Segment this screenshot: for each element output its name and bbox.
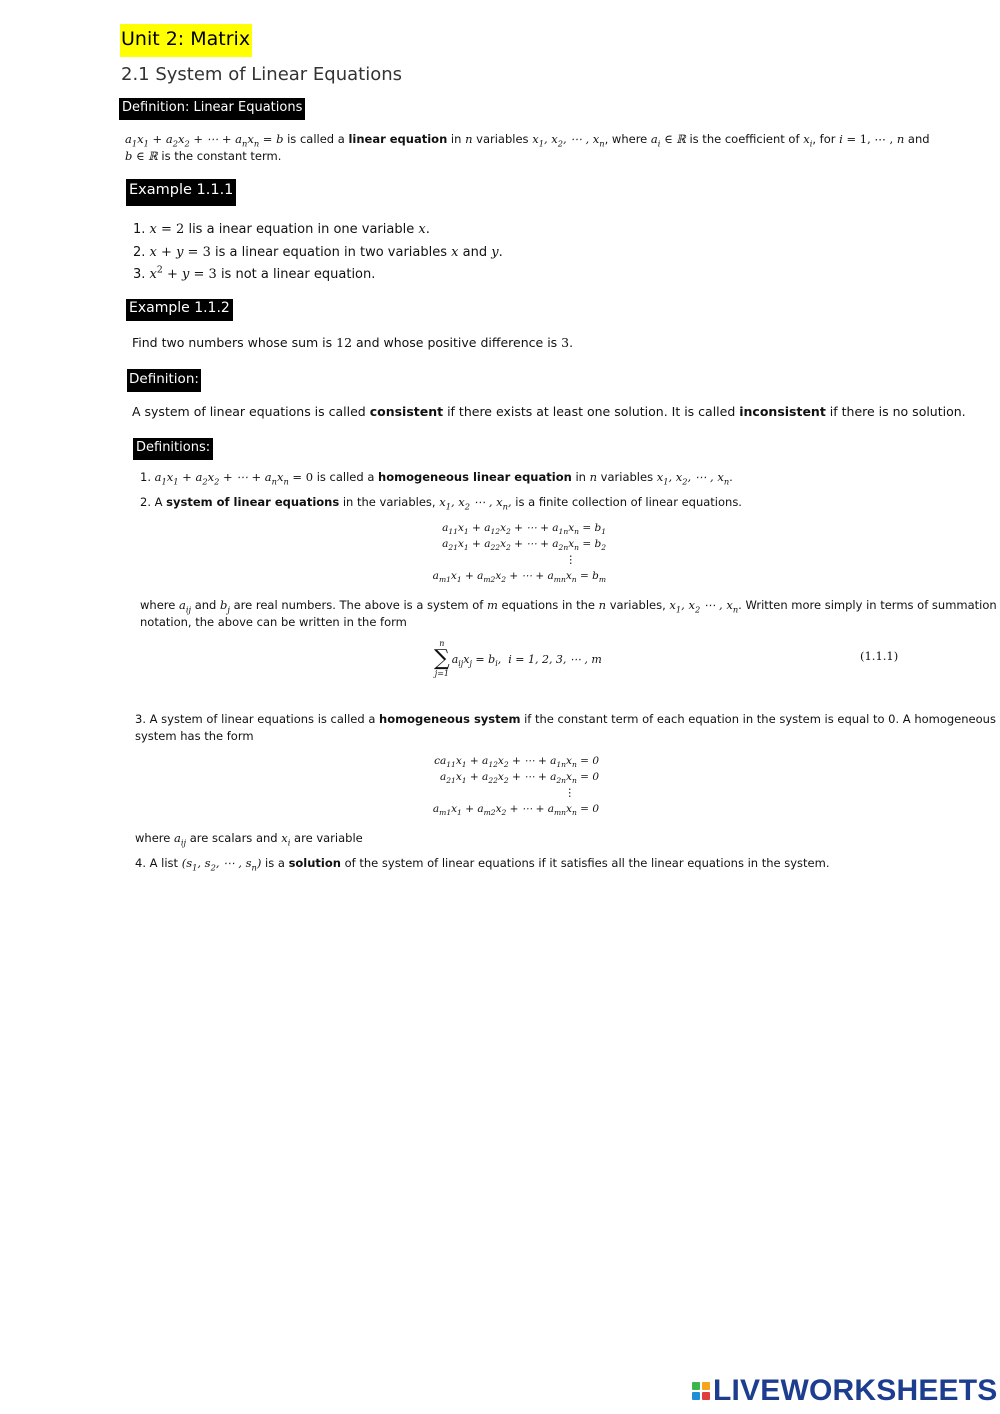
definitions-item-3-line1: 3. A system of linear equations is called a homogeneous system if the constant term of each equation in the system is equal to 0. A homogeneous: [135, 712, 996, 726]
section-title: 2.1 System of Linear Equations: [121, 64, 403, 85]
homogeneous-system-equations: $ca_{11}x_1 + a_{12}x_2$ + ⋯ + $a_{1n}x_n = 0$ $a_{21}x_1 + a_{22}x_2$ + ⋯ + $a_{2n}x_n = 0$ ⋮ $a_{m1}x_1 + a_{m2}x_2$ + ⋯ + $a_{mn}x_n = 0$: [432, 755, 599, 818]
example-1-item-2: 2. x + y = 3 is a linear equation in two variables x and y.: [133, 245, 503, 260]
example-2-label: Example 1.1.2: [126, 299, 233, 321]
def-linear-line1: $a_1x_1 + a_2x_2$ + ⋯ + $a_nx_n = b$ is called a linear equation in n variables $x_1$, $x_2$, ⋯ , $x_n$, where $a_i$ ∈ ℝ is the coefficient of $x_i$, for i = 1, ⋯ , n and: [125, 132, 930, 149]
definitions-label: Definitions:: [133, 438, 213, 460]
example-2-text: Find two numbers whose sum is 12 and whose positive difference is 3.: [132, 335, 574, 350]
math-linear-eq: $a_1x_1 + a_2x_2$ + ⋯ + $a_nx_n = b$: [125, 132, 284, 149]
definition-linear-label: Definition: Linear Equations: [119, 98, 305, 120]
where-scalars-text: where $a_{ij}$ are scalars and $x_i$ are variable: [135, 831, 363, 848]
example-1-item-3: 3. $x^2 + y = 3$ is not a linear equation.: [133, 264, 376, 282]
logo-squares-icon: [692, 1382, 710, 1400]
definition-label: Definition:: [127, 369, 201, 392]
definition-consistent-text: A system of linear equations is called consistent if there exists at least one solution. It is called inconsistent if there is no solution.: [132, 404, 966, 419]
example-1-item-1: 1. x = 2 lis a inear equation in one variable x.: [133, 222, 430, 237]
example-1-label: Example 1.1.1: [126, 179, 236, 206]
logo-square-3: [692, 1392, 700, 1400]
definitions-item-2: 2. A system of linear equations in the variables, $x_1$, $x_2$ ⋯ , $x_n$, is a finite collection of linear equations.: [140, 495, 742, 512]
definitions-item-3-line2: system has the form: [135, 729, 254, 743]
logo-square-4: [702, 1392, 710, 1400]
where-text-line1: where $a_{ij}$ and $b_j$ are real numbers. The above is a system of m equations in the n variables, $x_1$, $x_2$ ⋯ , $x_n$. Written more simply in terms of summation: [140, 598, 997, 615]
definitions-item-4: 4. A list ($s_1$, $s_2$, ⋯ , $s_n$) is a solution of the system of linear equations if it satisfies all the linear equations in the system.: [135, 856, 830, 873]
def-linear-line2: b ∈ ℝ is the constant term.: [125, 149, 282, 163]
unit-title: Unit 2: Matrix: [120, 24, 252, 57]
logo-square-1: [692, 1382, 700, 1390]
summation-formula: n ∑ j=1 $a_{ij}x_j = b_i$, i = 1, 2, 3, ⋯ , m: [434, 639, 602, 678]
logo-square-2: [702, 1382, 710, 1390]
definitions-item-1: 1. $a_1x_1 + a_2x_2$ + ⋯ + $a_nx_n = 0$ is called a homogeneous linear equation in n variables $x_1$, $x_2$, ⋯ , $x_n$.: [140, 470, 733, 487]
where-text-line2: notation, the above can be written in the form: [140, 615, 407, 629]
equation-number: (1.1.1): [860, 649, 899, 663]
system-equations: $a_{11}x_1 + a_{12}x_2$ + ⋯ + $a_{1n}x_n = b_1$ $a_{21}x_1 + a_{22}x_2$ + ⋯ + $a_{2n}x_n = b_2$ ⋮ $a_{m1}x_1 + a_{m2}x_2$ + ⋯ + $a_{mn}x_n = b_m$: [432, 522, 606, 585]
liveworksheets-logo: [692, 1374, 998, 1408]
logo-text: LIVEWORKSHEETS: [713, 1374, 998, 1407]
